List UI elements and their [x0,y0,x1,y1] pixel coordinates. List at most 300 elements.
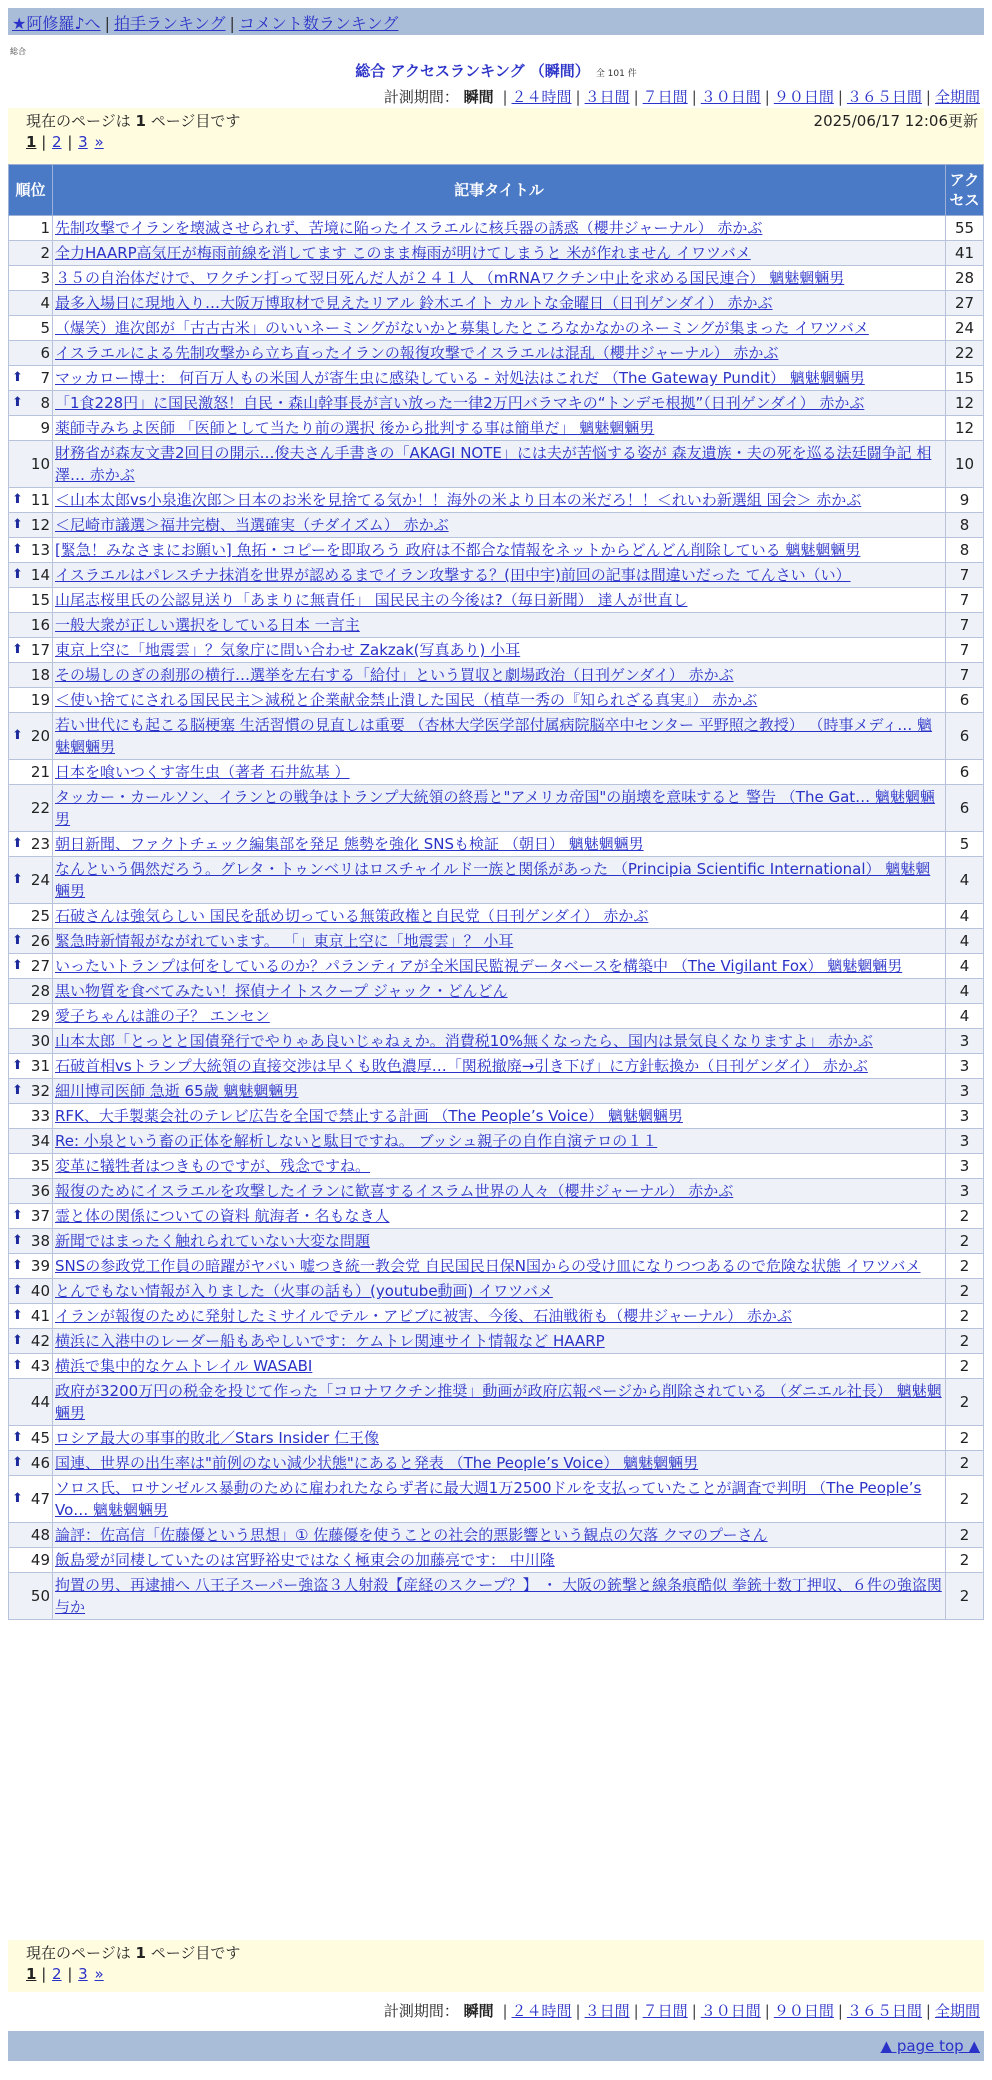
pager-top: 1 | 2 | 3 » [26,133,104,151]
pager-next[interactable]: » [94,133,104,151]
article-link[interactable]: 報復のためにイスラエルを攻撃したイランに歓喜するイスラム世界の人々（櫻井ジャーナル） 赤かぶ [55,1182,734,1200]
article-link[interactable]: ロシア最大の事事的敗北／Stars Insider 仁王像 [55,1429,379,1447]
article-link[interactable]: ＜使い捨てにされる国民民主＞減税と企業献金禁止潰した国民（植草一秀の『知られざる真実』） 赤かぶ [55,691,758,709]
article-link[interactable]: イスラエルによる先制攻撃から立ち直ったイランの報復攻撃でイスラエルは混乱（櫻井ジャーナル） 赤かぶ [55,344,779,362]
rank-cell [9,1304,53,1329]
rank-up-icon: ⬆ [12,517,23,532]
access-count: 12 [946,391,984,416]
article-link[interactable]: 横浜で集中的なケムトレイル WASABI [55,1357,313,1375]
rank-value: 28 [30,982,50,1000]
rank-cell [9,391,53,416]
period-link[interactable]: ３０日間 [700,2002,761,2020]
period-separator: | [925,2002,931,2020]
article-link[interactable]: 愛子ちゃんは誰の子？ エンセン [55,1007,270,1025]
table-row [9,1329,984,1354]
table-row [9,216,984,241]
rank-cell [9,1179,53,1204]
rank-cell [9,1548,53,1573]
rank-up-icon: ⬆ [12,1308,23,1323]
rank-value: 35 [30,1157,50,1175]
article-link[interactable]: マッカロー博士： 何百万人もの米国人が寄生虫に感染している - 対処法はこれだ （The Gateway Pundit） 魑魅魍魎男 [55,369,865,387]
access-count: 15 [946,366,984,391]
title-cell [53,1204,946,1229]
rank-cell [9,904,53,929]
rank-up-icon: ⬆ [12,567,23,582]
title-cell [53,538,946,563]
rank-cell [9,1451,53,1476]
title-cell [53,588,946,613]
title-cell [53,316,946,341]
table-row [9,1379,984,1426]
access-count: 7 [946,613,984,638]
rank-up-icon: ⬆ [12,933,23,948]
rank-value: 6 [40,344,50,362]
article-link[interactable]: 黒い物質を食べてみたい！探偵ナイトスクープ ジャック・どんどん [55,982,508,1000]
clap-ranking-link[interactable]: 拍手ランキング [113,14,226,33]
rank-value: 29 [30,1007,50,1025]
period-link[interactable]: 全期間 [934,2002,980,2020]
rank-up-icon: ⬆ [12,370,23,385]
title-cell [53,1279,946,1304]
rank-value: 34 [30,1132,50,1150]
period-link[interactable]: ３日間 [584,2002,630,2020]
rank-cell [9,241,53,266]
rank-value: 44 [30,1393,50,1411]
article-link[interactable]: その場しのぎの刹那の横行…選挙を左右する「給付」という買収と劇場政治（日刊ゲンダイ） 赤かぶ [55,666,734,684]
period-link[interactable]: 全期間 [934,88,980,106]
period-link[interactable]: ９０日間 [773,88,834,106]
title-cell [53,341,946,366]
article-link[interactable]: 拘置の男、再逮捕へ 八王子スーパー強盗３人射殺【産経のスクープ？】 ・ 大阪の銃撃と線条痕酷似 拳銃十数丁押収、６件の強盗関与か [55,1576,942,1616]
period-link[interactable]: ３日間 [584,88,630,106]
table-row [9,1229,984,1254]
header-rank: 順位 [9,165,53,216]
access-count: 9 [946,488,984,513]
table-row [9,1279,984,1304]
title-cell [53,513,946,538]
period-label: 計測期間： [383,88,459,106]
article-link[interactable]: 先制攻撃でイランを壊滅させられず、苦境に陥ったイスラエルに核兵器の誘惑（櫻井ジャーナル） 赤かぶ [55,219,763,237]
home-link[interactable]: ★阿修羅♪へ [12,14,101,33]
period-link[interactable]: ３０日間 [700,88,761,106]
table-row [9,857,984,904]
access-count: 4 [946,904,984,929]
article-link[interactable]: 政府が3200万円の税金を投じて作った「コロナワクチン推奨」動画が政府広報ページから削除されている （ダニエル社長） 魑魅魍魎男 [55,1382,942,1422]
article-link[interactable]: 山本太郎「とっとと国債発行でやりゃあ良いじゃねぇか。消費税10%無くなったら、国内は景気良くなりますよ」 赤かぶ [55,1032,873,1050]
period-current: 瞬間 [463,2002,494,2020]
table-row [9,713,984,760]
ranking-table [8,164,984,1620]
title-cell [53,760,946,785]
rank-value: 22 [30,799,50,817]
rank-value: 15 [30,591,50,609]
period-selector-top [384,86,980,107]
rank-value: 36 [30,1182,50,1200]
table-row [9,316,984,341]
rank-up-icon: ⬆ [12,958,23,973]
article-link[interactable]: 霊と体の関係についての資料 航海者・名もなき人 [55,1207,390,1225]
rank-cell [9,785,53,832]
article-link[interactable]: 山尾志桜里氏の公認見送り「あまりに無責任」 国民民主の今後は?（毎日新聞） 達人が世直し [55,591,688,609]
rank-cell [9,1476,53,1523]
rank-value: 11 [30,491,50,509]
rank-value: 32 [30,1082,50,1100]
rank-value: 48 [30,1526,50,1544]
table-row [9,1054,984,1079]
period-separator: | [837,2002,843,2020]
rank-value: 1 [40,219,50,237]
article-link[interactable]: ３５の自治体だけで、ワクチン打って翌日死んだ人が２４１人 （mRNAワクチン中止を求める国民連合） 魑魅魍魎男 [55,269,845,287]
access-count: 3 [946,1029,984,1054]
period-link[interactable]: ７日間 [642,88,688,106]
period-separator: | [691,88,697,106]
title-cell [53,663,946,688]
access-count: 8 [946,538,984,563]
access-count: 2 [946,1523,984,1548]
access-count: 6 [946,713,984,760]
page-top-link[interactable]: ▲ page top ▲ [880,2037,980,2055]
access-count: 24 [946,316,984,341]
title-cell [53,291,946,316]
article-link[interactable]: 薬師寺みちよ医師 「医師として当たり前の選択 後から批判する事は簡単だ」 魑魅魍魎男 [55,419,655,437]
rank-value: 5 [40,319,50,337]
rank-cell [9,638,53,663]
table-row [9,638,984,663]
title-cell [53,441,946,488]
table-row [9,613,984,638]
rank-value: 9 [40,419,50,437]
article-link[interactable]: ソロス氏、ロサンゼルス暴動のために雇われたならず者に最大週1万2500ドルを支払っていたことが調査で判明 （The People’s Vo… 魑魅魍魎男 [55,1479,922,1519]
table-row [9,416,984,441]
article-link[interactable]: 細川博司医師 急逝 65歳 魑魅魍魎男 [55,1082,299,1100]
article-link[interactable]: 若い世代にも起こる脳梗塞 生活習慣の見直しは重要 （杏林大学医学部付属病院脳卒中センター 平野照之教授） （時事メディ… 魑魅魍魎男 [55,716,933,756]
period-separator: | [837,88,843,106]
period-link[interactable]: ２４時間 [511,88,572,106]
rank-cell [9,1254,53,1279]
access-count: 2 [946,1329,984,1354]
article-link[interactable]: いったいトランプは何をしているのか？パランティアが全米国民監視データベースを構築中 （The Vigilant Fox） 魑魅魍魎男 [55,957,903,975]
article-link[interactable]: 日本を喰いつくす寄生虫（著者 石井紘基 ） [55,763,350,781]
rank-value: 7 [40,369,50,387]
title-cell [53,1179,946,1204]
table-row [9,1179,984,1204]
access-count: 3 [946,1104,984,1129]
article-link[interactable]: 最多入場日に現地入り…大阪万博取材で見えたリアル 鈴木エイト カルトな金曜日（日刊ゲンダイ） 赤かぶ [55,294,773,312]
article-link[interactable]: なんという偶然だろう。グレタ・トゥンベリはロスチャイルド一族と関係があった （Principia Scientific International） 魑魅魍魎男 [55,860,931,900]
access-count: 2 [946,1254,984,1279]
page-title: 総合 アクセスランキング （瞬間） [355,62,590,80]
rank-cell [9,416,53,441]
rank-value: 39 [30,1257,50,1275]
rank-cell [9,1204,53,1229]
rank-value: 17 [30,641,50,659]
period-current: 瞬間 [463,88,494,106]
updated-time: 2025/06/17 12:06更新 [813,112,978,130]
table-row [9,1548,984,1573]
article-link[interactable]: 東京上空に「地震雲」？気象庁に問い合わせ Zakzak(写真あり) 小耳 [55,641,521,659]
access-count: 28 [946,266,984,291]
rank-value: 19 [30,691,50,709]
ranking-title-block [0,60,992,81]
access-count: 8 [946,513,984,538]
period-separator: | [575,88,581,106]
period-label: 計測期間： [383,2002,459,2020]
title-cell [53,1354,946,1379]
rank-cell [9,1104,53,1129]
table-row [9,1104,984,1129]
rank-up-icon: ⬆ [12,1358,23,1373]
article-link[interactable]: SNSの参政党工作員の暗躍がヤバい 嘘つき統一教会党 自民国民日保N国からの受け皿になりつつあるので危険な状態 イワツバメ [55,1257,921,1275]
title-cell [53,266,946,291]
article-link[interactable]: 飯島愛が同棲していたのは宮野裕史ではなく極東会の加藤亮です： 中川隆 [55,1551,555,1569]
article-link[interactable]: （爆笑）進次郎が「古古古米」のいいネーミングがないかと募集したところなかなかのネーミングが集まった イワツバメ [55,319,869,337]
period-link[interactable]: ２４時間 [511,2002,572,2020]
pager-current: 1 [26,133,37,151]
rank-value: 18 [30,666,50,684]
rank-value: 40 [30,1282,50,1300]
rank-value: 16 [30,616,50,634]
rank-value: 50 [30,1587,50,1605]
access-count: 2 [946,1573,984,1620]
rank-cell [9,832,53,857]
article-link[interactable]: イスラエルはパレスチナ抹消を世界が認めるまでイラン攻撃する？(田中宇)前回の記事は間違いだった てんさい（い） [55,566,851,584]
header-title: 記事タイトル [53,165,946,216]
rank-up-icon: ⬆ [12,872,23,887]
table-row [9,979,984,1004]
rank-cell [9,538,53,563]
pager-link[interactable]: 3 [78,1965,88,1983]
article-link[interactable]: 財務省が森友文書2回目の開示…俊夫さん手書きの「AKAGI NOTE」には夫が苦悩する姿が 森友遺族・夫の死を巡る法廷闘争記 相澤… 赤かぶ [55,444,932,484]
rank-up-icon: ⬆ [12,1333,23,1348]
title-cell [53,366,946,391]
rank-up-icon: ⬆ [12,1258,23,1273]
period-link[interactable]: ３６５日間 [846,88,922,106]
table-row [9,1523,984,1548]
rank-value: 23 [30,835,50,853]
article-link[interactable]: 国連、世界の出生率は"前例のない減少状態"にあると発表 （The People’s Voice） 魑魅魍魎男 [55,1454,699,1472]
period-separator: | [691,2002,697,2020]
title-cell [53,1451,946,1476]
title-cell [53,1426,946,1451]
rank-cell [9,1154,53,1179]
title-cell [53,416,946,441]
title-cell [53,1154,946,1179]
access-count: 6 [946,760,984,785]
access-count: 4 [946,857,984,904]
rank-value: 41 [30,1307,50,1325]
access-count: 2 [946,1279,984,1304]
rank-up-icon: ⬆ [12,1083,23,1098]
title-cell [53,857,946,904]
nav-separator: | [229,14,235,33]
article-link[interactable]: [緊急！みなさまにお願い] 魚拓・コピーを即取ろう 政府は不都合な情報をネットからどんどん削除している 魑魅魍魎男 [55,541,861,559]
rank-value: 4 [40,294,50,312]
pager-next[interactable]: » [94,1965,104,1983]
table-row [9,1426,984,1451]
article-link[interactable]: Re: 小泉という畜の正体を解析しないと駄目ですね。 ブッシュ親子の自作自演テロの１１ [55,1132,658,1150]
access-count: 4 [946,979,984,1004]
rank-value: 14 [30,566,50,584]
rank-cell [9,979,53,1004]
rank-cell [9,316,53,341]
period-separator: | [764,88,770,106]
rank-value: 8 [40,394,50,412]
article-link[interactable]: 全力HAARP高気圧が梅雨前線を消してます このまま梅雨が明けてしまうと 米が作れません イワツバメ [55,244,751,262]
rank-value: 46 [30,1454,50,1472]
article-link[interactable]: 横浜に入港中のレーダー船もあやしいです：ケムトレ関連サイト情報など HAARP [55,1332,605,1350]
title-cell [53,1573,946,1620]
access-count: 2 [946,1426,984,1451]
rank-cell [9,688,53,713]
rank-value: 13 [30,541,50,559]
rank-cell [9,1426,53,1451]
article-link[interactable]: とんでもない情報が入りました（火事の話も）(youtube動画) イワツバメ [55,1282,553,1300]
table-row [9,832,984,857]
article-link[interactable]: 石破首相vsトランプ大統領の直接交渉は早くも敗色濃厚…「関税撤廃→引き下げ」に方針転換か（日刊ゲンダイ） 赤かぶ [55,1057,868,1075]
table-row [9,391,984,416]
article-link[interactable]: RFK、大手製薬会社のテレビ広告を全国で禁止する計画 （The People’s Voice） 魑魅魍魎男 [55,1107,683,1125]
rank-value: 26 [30,932,50,950]
total-count: 全 101 件 [595,69,637,79]
top-nav-bar [8,8,984,35]
article-link[interactable]: イランが報復のために発射したミサイルでテル・アビブに被害、今後、石油戦術も（櫻井ジャーナル） 赤かぶ [55,1307,792,1325]
title-cell [53,488,946,513]
article-link[interactable]: 緊急時新情報がながれています。 「」東京上空に「地震雲」？ 小耳 [55,932,514,950]
access-count: 7 [946,638,984,663]
rank-up-icon: ⬆ [12,642,23,657]
table-row [9,929,984,954]
rank-cell [9,1329,53,1354]
rank-up-icon: ⬆ [12,492,23,507]
page-small-label: 総合 [10,47,26,56]
rank-value: 33 [30,1107,50,1125]
rank-up-icon: ⬆ [12,836,23,851]
rank-value: 47 [30,1490,50,1508]
pager-link[interactable]: 2 [52,1965,62,1983]
article-link[interactable]: 一般大衆が正しい選択をしている日本 一言主 [55,616,360,634]
rank-value: 31 [30,1057,50,1075]
table-row [9,1154,984,1179]
table-row [9,663,984,688]
rank-cell [9,1354,53,1379]
rank-value: 3 [40,269,50,287]
access-count: 3 [946,1154,984,1179]
article-link[interactable]: 朝日新聞、ファクトチェック編集部を発足 態勢を強化 SNSも検証 （朝日） 魑魅魍魎男 [55,835,644,853]
rank-cell [9,1523,53,1548]
rank-cell [9,588,53,613]
rank-value: 2 [40,244,50,262]
title-cell [53,1079,946,1104]
nav-separator: | [104,14,110,33]
period-link[interactable]: ３６５日間 [846,2002,922,2020]
rank-value: 21 [30,763,50,781]
article-link[interactable]: 新聞ではまったく触れられていない大変な問題 [55,1232,371,1250]
table-row [9,241,984,266]
article-link[interactable]: 変革に犠牲者はつきものですが、残念ですね。 [55,1157,371,1175]
table-row [9,688,984,713]
table-row [9,588,984,613]
rank-up-icon: ⬆ [12,542,23,557]
table-row [9,341,984,366]
access-count: 6 [946,688,984,713]
rank-cell [9,1004,53,1029]
rank-cell [9,1379,53,1426]
access-count: 2 [946,1379,984,1426]
period-separator: | [764,2002,770,2020]
access-count: 27 [946,291,984,316]
title-cell [53,832,946,857]
rank-value: 45 [30,1429,50,1447]
article-link[interactable]: ＜尼崎市議選＞福井完樹、当選確実（チダイズム） 赤かぶ [55,516,449,534]
rank-cell [9,441,53,488]
title-cell [53,638,946,663]
rank-up-icon: ⬆ [12,1208,23,1223]
rank-value: 38 [30,1232,50,1250]
table-row [9,1451,984,1476]
rank-cell [9,1573,53,1620]
title-cell [53,1254,946,1279]
rank-cell [9,341,53,366]
rank-cell [9,216,53,241]
article-link[interactable]: 「1食228円」に国民激怒！自民・森山幹事長が言い放った一律2万円バラマキの“トンデモ根拠”（日刊ゲンダイ） 赤かぶ [55,394,865,412]
table-row [9,904,984,929]
title-cell [53,613,946,638]
access-count: 22 [946,341,984,366]
access-count: 2 [946,1451,984,1476]
article-link[interactable]: ＜山本太郎vs小泉進次郎＞日本のお米を見捨てる気か！！海外の米より日本の米だろ！！＜れいわ新選組 国会＞ 赤かぶ [55,491,862,509]
rank-value: 27 [30,957,50,975]
rank-cell [9,954,53,979]
pager-link[interactable]: 3 [78,133,88,151]
period-link[interactable]: ７日間 [642,2002,688,2020]
rank-up-icon: ⬆ [12,1233,23,1248]
access-count: 3 [946,1079,984,1104]
table-row [9,1354,984,1379]
period-separator: | [575,2002,581,2020]
period-separator: | [502,88,508,106]
page-info-top [8,108,984,164]
period-separator: | [633,2002,639,2020]
access-count: 4 [946,954,984,979]
access-count: 3 [946,1179,984,1204]
title-cell [53,1523,946,1548]
rank-cell [9,613,53,638]
access-count: 55 [946,216,984,241]
rank-cell [9,488,53,513]
rank-up-icon: ⬆ [12,1058,23,1073]
rank-up-icon: ⬆ [12,1283,23,1298]
title-cell [53,1029,946,1054]
table-row [9,488,984,513]
article-link[interactable]: タッカー・カールソン、イランとの戦争はトランプ大統領の終焉と"アメリカ帝国"の崩壊を意味すると 警告 （The Gat… 魑魅魍魎男 [55,788,935,828]
table-row [9,785,984,832]
article-link[interactable]: 論評：佐高信「佐藤優という思想」① 佐藤優を使うことの社会的悪影響という観点の欠落 クマのプーさん [55,1526,768,1544]
comment-ranking-link[interactable]: コメント数ランキング [238,14,399,33]
table-row [9,1004,984,1029]
title-cell [53,688,946,713]
bottom-bar [8,2031,984,2061]
pager-link[interactable]: 2 [52,133,62,151]
article-link[interactable]: 石破さんは強気らしい 国民を舐め切っている無策政権と自民党（日刊ゲンダイ） 赤かぶ [55,907,649,925]
table-row [9,1204,984,1229]
table-row [9,538,984,563]
pager-current: 1 [26,1965,37,1983]
access-count: 2 [946,1476,984,1523]
rank-cell [9,857,53,904]
period-link[interactable]: ９０日間 [773,2002,834,2020]
title-cell [53,1304,946,1329]
access-count: 3 [946,1054,984,1079]
